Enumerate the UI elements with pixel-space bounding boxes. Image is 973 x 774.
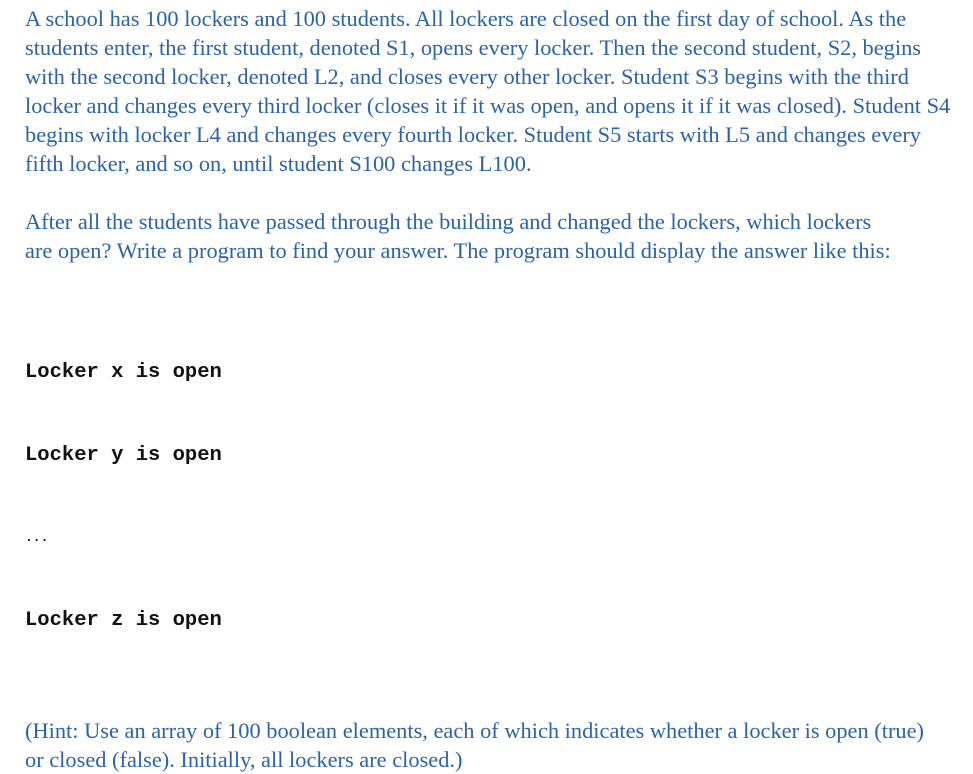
hint-text: (Hint: Use an array of 100 boolean elements, each of which indicates whether a locker is open (true) or closed (false). Initially, all lockers are closed.): [25, 718, 925, 772]
sample-output-line: Locker y is open: [25, 443, 222, 467]
sample-output-line: Locker x is open: [25, 361, 222, 384]
sample-output-block: [25, 304, 970, 689]
problem-statement: [25, 4, 970, 774]
sample-output-line: Locker z is open: [25, 608, 222, 632]
problem-description: A school has 100 lockers and 100 students. All lockers are closed on the first day of school. As the students enter, the first student, denoted S1, opens every locker. Then the second student, S2, begins with the second locker, denoted L2, and closes every other locker. Student S3 begins with the third locker and changes every third locker (closes it if it was open, and opens it if it was closed). Student S4 begins with locker L4 and changes every fourth locker. Student S5 starts with L5 and changes every fifth locker, and so on, until student S100 changes L100.: [25, 6, 951, 176]
problem-question: After all the students have passed through the building and changed the lockers, which lockers are open? Write a program to find your answer. The program should display the answer like this:: [25, 209, 891, 263]
sample-output-ellipsis: ...: [25, 530, 49, 545]
